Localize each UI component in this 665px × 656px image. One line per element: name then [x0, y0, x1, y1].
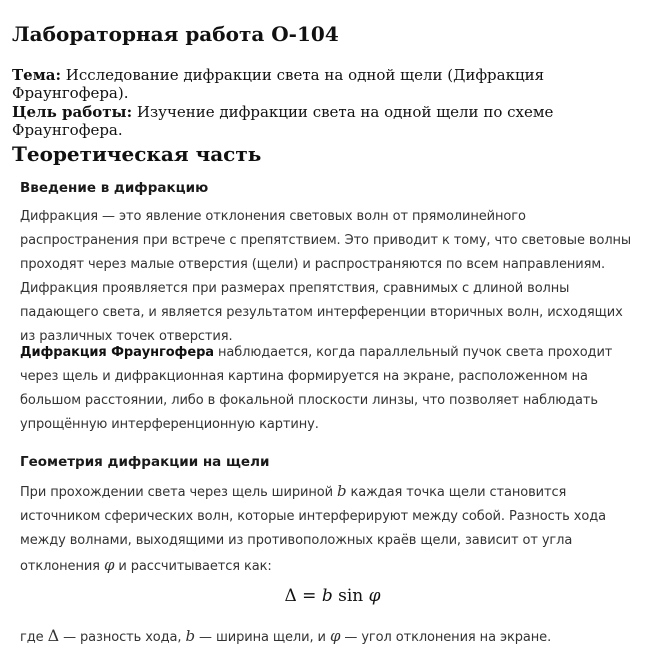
where-text-3: — ширина щели, и — [194, 630, 330, 645]
path-difference-formula — [0, 586, 665, 606]
intro-section — [20, 180, 635, 349]
where-delta: Δ — [47, 626, 60, 645]
topic-text: Исследование дифракции света на одной щели (Дифракция Фраунгофера). — [12, 66, 545, 102]
goal-text: Изучение дифракции света на одной щели по схеме Фраунгофера. — [12, 103, 554, 139]
topic-label: Тема: — [12, 66, 61, 84]
fraunhofer-section — [20, 341, 635, 437]
fraunhofer-term: Дифракция Фраунгофера — [20, 345, 214, 360]
intro-paragraph: Дифракция — это явление отклонения световых волн от прямолинейного распространения при встрече с препятствием. Это приводит к тому, что световые волны проходят через малые отверстия (щели) и распространяются по всем направлениям. Дифракция проявляется при размерах препятствия, сравнимых с длиной волны падающего света, и является результатом интерференции вторичных волн, исходящих из различных точек отверстия. — [20, 209, 632, 344]
intro-heading: Введение в дифракцию — [20, 180, 209, 196]
where-text-2: — разность хода, — [59, 630, 186, 645]
where-line — [20, 624, 635, 650]
geometry-text-1: При прохождении света через щель шириной — [20, 485, 337, 500]
where-text-1: где — [20, 630, 48, 645]
fraunhofer-paragraph — [20, 341, 635, 437]
page-title: Лабораторная работа О-104 — [12, 22, 339, 46]
geometry-section — [20, 454, 635, 579]
formula-phi: φ — [368, 586, 381, 606]
geometry-paragraph — [20, 479, 635, 579]
formula-b: b — [321, 586, 333, 606]
where-b: b — [185, 627, 195, 645]
theory-heading: Теоретическая часть — [12, 142, 262, 166]
var-b: b — [336, 482, 347, 500]
where-phi: φ — [329, 627, 341, 645]
formula-equals: = — [296, 586, 322, 606]
geometry-heading: Геометрия дифракции на щели — [20, 454, 270, 470]
goal-line — [12, 103, 665, 139]
var-phi: φ — [103, 556, 115, 574]
geometry-text-2: каждая точка щели становится источником сферических волн, которые интерферируют между собой. Разность хода между волнами, выходящими из противоположных краёв щели, зависит от угла отклонения — [20, 485, 606, 574]
where-text-4: — угол отклонения на экране. — [340, 630, 552, 645]
formula-sin: sin — [332, 586, 369, 606]
goal-label: Цель работы: — [12, 103, 133, 121]
topic-line — [12, 66, 665, 102]
formula-delta: Δ — [284, 586, 297, 606]
where-section — [20, 624, 635, 650]
geometry-text-3: и рассчитывается как: — [114, 559, 272, 574]
fraunhofer-text: наблюдается, когда параллельный пучок света проходит через щель и дифракционная картина формируется на экране, расположенном на большом расстоянии, либо в фокальной плоскости линзы, что позволяет наблюдать упрощённую интерференционную картину. — [20, 345, 613, 432]
